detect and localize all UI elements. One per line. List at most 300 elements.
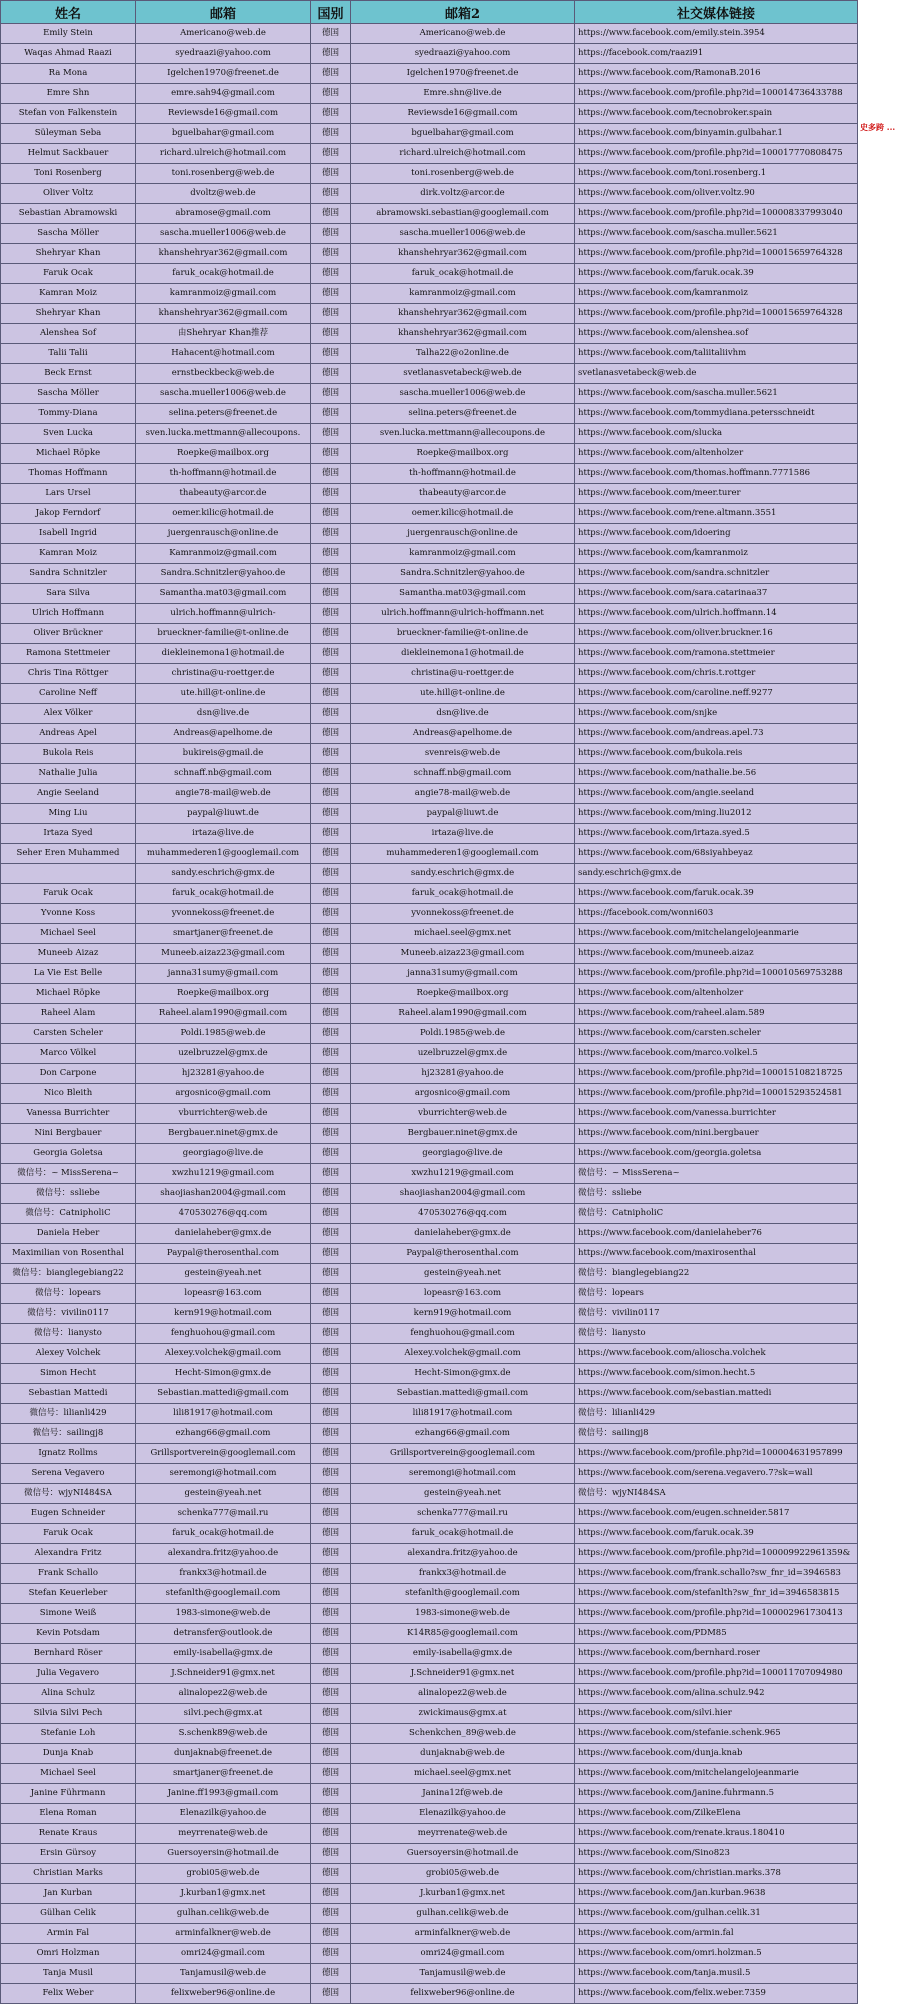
link-cell[interactable]: 微信号：sailingj8: [575, 1424, 858, 1444]
email-cell[interactable]: toni.rosenberg@web.de: [136, 164, 311, 184]
email2-cell[interactable]: Schenkchen_89@web.de: [351, 1724, 575, 1744]
name-cell[interactable]: Shehryar Khan: [1, 244, 136, 264]
link-cell[interactable]: https://www.facebook.com/ming.liu2012: [575, 804, 858, 824]
country-cell[interactable]: 德国: [311, 1844, 351, 1864]
email-cell[interactable]: angie78-mail@web.de: [136, 784, 311, 804]
link-cell[interactable]: https://www.facebook.com/ulrich.hoffmann.14: [575, 604, 858, 624]
link-cell[interactable]: https://www.facebook.com/serena.vegavero.7?sk=wall: [575, 1464, 858, 1484]
link-cell[interactable]: https://www.facebook.com/raheel.alam.589: [575, 1004, 858, 1024]
name-cell[interactable]: Alex Völker: [1, 704, 136, 724]
email2-cell[interactable]: ulrich.hoffmann@ulrich-hoffmann.net: [351, 604, 575, 624]
name-cell[interactable]: 微信号：lopears: [1, 1284, 136, 1304]
country-cell[interactable]: 德国: [311, 1584, 351, 1604]
email-cell[interactable]: Tanjamusil@web.de: [136, 1964, 311, 1984]
country-cell[interactable]: 德国: [311, 1084, 351, 1104]
email-cell[interactable]: Elenazilk@yahoo.de: [136, 1804, 311, 1824]
link-cell[interactable]: 微信号：~ MissSerena~: [575, 1164, 858, 1184]
name-cell[interactable]: Sandra Schnitzler: [1, 564, 136, 584]
link-cell[interactable]: https://www.facebook.com/nini.bergbauer: [575, 1124, 858, 1144]
name-cell[interactable]: Helmut Sackbauer: [1, 144, 136, 164]
name-cell[interactable]: Simon Hecht: [1, 1364, 136, 1384]
link-cell[interactable]: https://facebook.com/wonni603: [575, 904, 858, 924]
email2-cell[interactable]: argosnico@gmail.com: [351, 1084, 575, 1104]
email2-cell[interactable]: Grillsportverein@googlemail.com: [351, 1444, 575, 1464]
link-cell[interactable]: https://www.facebook.com/sascha.muller.5621: [575, 224, 858, 244]
link-cell[interactable]: https://facebook.com/raazi91: [575, 44, 858, 64]
email-cell[interactable]: janna31sumy@gmail.com: [136, 964, 311, 984]
email2-cell[interactable]: felixweber96@online.de: [351, 1984, 575, 2004]
country-cell[interactable]: 德国: [311, 424, 351, 444]
link-cell[interactable]: https://www.facebook.com/tanja.musil.5: [575, 1964, 858, 1984]
country-cell[interactable]: 德国: [311, 1764, 351, 1784]
name-cell[interactable]: Daniela Heber: [1, 1224, 136, 1244]
name-cell[interactable]: Janine Führmann: [1, 1784, 136, 1804]
link-cell[interactable]: https://www.facebook.com/sara.catarinaa37: [575, 584, 858, 604]
email-cell[interactable]: gulhan.celik@web.de: [136, 1904, 311, 1924]
country-cell[interactable]: 德国: [311, 384, 351, 404]
name-cell[interactable]: 微信号：CatnipholiC: [1, 1204, 136, 1224]
link-cell[interactable]: https://www.facebook.com/faruk.ocak.39: [575, 884, 858, 904]
name-cell[interactable]: Toni Rosenberg: [1, 164, 136, 184]
email2-cell[interactable]: Andreas@apelhome.de: [351, 724, 575, 744]
link-cell[interactable]: https://www.facebook.com/kamranmoiz: [575, 544, 858, 564]
name-cell[interactable]: Chris Tina Röttger: [1, 664, 136, 684]
email-cell[interactable]: gestein@yeah.net: [136, 1484, 311, 1504]
email-cell[interactable]: khanshehryar362@gmail.com: [136, 244, 311, 264]
link-cell[interactable]: https://www.facebook.com/simon.hecht.5: [575, 1364, 858, 1384]
email2-cell[interactable]: syedraazi@yahoo.com: [351, 44, 575, 64]
link-cell[interactable]: https://www.facebook.com/profile.php?id=100014736433788: [575, 84, 858, 104]
email-cell[interactable]: 1983-simone@web.de: [136, 1604, 311, 1624]
name-cell[interactable]: Serena Vegavero: [1, 1464, 136, 1484]
link-cell[interactable]: https://www.facebook.com/stefanlth?sw_fnr_id=3946583815: [575, 1584, 858, 1604]
country-cell[interactable]: 德国: [311, 544, 351, 564]
email-cell[interactable]: 470530276@qq.com: [136, 1204, 311, 1224]
name-cell[interactable]: Julia Vegavero: [1, 1664, 136, 1684]
email2-cell[interactable]: christina@u-roettger.de: [351, 664, 575, 684]
country-cell[interactable]: 德国: [311, 904, 351, 924]
email2-cell[interactable]: seremongi@hotmail.com: [351, 1464, 575, 1484]
email-cell[interactable]: th-hoffmann@hotmail.de: [136, 464, 311, 484]
link-cell[interactable]: svetlanasvetabeck@web.de: [575, 364, 858, 384]
country-cell[interactable]: 德国: [311, 764, 351, 784]
email-cell[interactable]: Raheel.alam1990@gmail.com: [136, 1004, 311, 1024]
name-cell[interactable]: Christian Marks: [1, 1864, 136, 1884]
email2-cell[interactable]: Sandra.Schnitzler@yahoo.de: [351, 564, 575, 584]
name-cell[interactable]: Simone Weiß: [1, 1604, 136, 1624]
country-cell[interactable]: 德国: [311, 884, 351, 904]
country-cell[interactable]: 德国: [311, 784, 351, 804]
link-cell[interactable]: 微信号：lopears: [575, 1284, 858, 1304]
link-cell[interactable]: https://www.facebook.com/christian.marks.378: [575, 1864, 858, 1884]
link-cell[interactable]: https://www.facebook.com/faruk.ocak.39: [575, 1524, 858, 1544]
country-cell[interactable]: 德国: [311, 1704, 351, 1724]
country-cell[interactable]: 德国: [311, 1424, 351, 1444]
email-cell[interactable]: christina@u-roettger.de: [136, 664, 311, 684]
country-cell[interactable]: 德国: [311, 124, 351, 144]
email-cell[interactable]: yvonnekoss@freenet.de: [136, 904, 311, 924]
link-cell[interactable]: https://www.facebook.com/eugen.schneider.5817: [575, 1504, 858, 1524]
link-cell[interactable]: https://www.facebook.com/profile.php?id=100015108218725: [575, 1064, 858, 1084]
link-cell[interactable]: https://www.facebook.com/mitchelangelojeanmarie: [575, 924, 858, 944]
link-cell[interactable]: https://www.facebook.com/profile.php?id=100002961730413: [575, 1604, 858, 1624]
email2-cell[interactable]: Paypal@therosenthal.com: [351, 1244, 575, 1264]
email-cell[interactable]: argosnico@gmail.com: [136, 1084, 311, 1104]
email-cell[interactable]: Janine.ff1993@gmail.com: [136, 1784, 311, 1804]
link-cell[interactable]: https://www.facebook.com/ramona.stettmeier: [575, 644, 858, 664]
email-cell[interactable]: xwzhu1219@gmail.com: [136, 1164, 311, 1184]
country-cell[interactable]: 德国: [311, 1304, 351, 1324]
country-cell[interactable]: 德国: [311, 184, 351, 204]
link-cell[interactable]: https://www.facebook.com/profile.php?id=100015659764328: [575, 304, 858, 324]
name-cell[interactable]: 微信号：lianysto: [1, 1324, 136, 1344]
country-cell[interactable]: 德国: [311, 484, 351, 504]
link-cell[interactable]: https://www.facebook.com/Sino823: [575, 1844, 858, 1864]
name-cell[interactable]: Vanessa Burrichter: [1, 1104, 136, 1124]
link-cell[interactable]: https://www.facebook.com/dunja.knab: [575, 1744, 858, 1764]
country-cell[interactable]: 德国: [311, 364, 351, 384]
link-cell[interactable]: 微信号：CatnipholiC: [575, 1204, 858, 1224]
link-cell[interactable]: https://www.facebook.com/profile.php?id=100008337993040: [575, 204, 858, 224]
country-cell[interactable]: 德国: [311, 44, 351, 64]
email2-cell[interactable]: ezhang66@gmail.com: [351, 1424, 575, 1444]
email2-cell[interactable]: michael.seel@gmx.net: [351, 1764, 575, 1784]
email2-cell[interactable]: 1983-simone@web.de: [351, 1604, 575, 1624]
email-cell[interactable]: Poldi.1985@web.de: [136, 1024, 311, 1044]
country-cell[interactable]: 德国: [311, 1744, 351, 1764]
country-cell[interactable]: 德国: [311, 284, 351, 304]
name-cell[interactable]: Ra Mona: [1, 64, 136, 84]
email2-cell[interactable]: dsn@live.de: [351, 704, 575, 724]
email-cell[interactable]: meyrrenate@web.de: [136, 1824, 311, 1844]
email2-cell[interactable]: diekleinemona1@hotmail.de: [351, 644, 575, 664]
link-cell[interactable]: https://www.facebook.com/bernhard.roser: [575, 1644, 858, 1664]
email2-cell[interactable]: selina.peters@freenet.de: [351, 404, 575, 424]
email2-cell[interactable]: hj23281@yahoo.de: [351, 1064, 575, 1084]
name-cell[interactable]: Süleyman Seba: [1, 124, 136, 144]
name-cell[interactable]: Tommy-Diana: [1, 404, 136, 424]
email2-cell[interactable]: Elenazilk@yahoo.de: [351, 1804, 575, 1824]
email2-cell[interactable]: faruk_ocak@hotmail.de: [351, 1524, 575, 1544]
link-cell[interactable]: https://www.facebook.com/emily.stein.3954: [575, 24, 858, 44]
link-cell[interactable]: https://www.facebook.com/sandra.schnitzler: [575, 564, 858, 584]
email-cell[interactable]: Andreas@apelhome.de: [136, 724, 311, 744]
name-cell[interactable]: Ulrich Hoffmann: [1, 604, 136, 624]
email2-cell[interactable]: juergenrausch@online.de: [351, 524, 575, 544]
name-cell[interactable]: Don Carpone: [1, 1064, 136, 1084]
name-cell[interactable]: Felix Weber: [1, 1984, 136, 2004]
email2-cell[interactable]: janna31sumy@gmail.com: [351, 964, 575, 984]
email2-cell[interactable]: stefanlth@googlemail.com: [351, 1584, 575, 1604]
email-cell[interactable]: grobi05@web.de: [136, 1864, 311, 1884]
email-cell[interactable]: faruk_ocak@hotmail.de: [136, 884, 311, 904]
link-cell[interactable]: https://www.facebook.com/profile.php?id=100009922961359&: [575, 1544, 858, 1564]
email2-cell[interactable]: Igelchen1970@freenet.de: [351, 64, 575, 84]
name-cell[interactable]: Ersin Gürsoy: [1, 1844, 136, 1864]
email2-cell[interactable]: brueckner-familie@t-online.de: [351, 624, 575, 644]
country-cell[interactable]: 德国: [311, 1564, 351, 1584]
email-cell[interactable]: Samantha.mat03@gmail.com: [136, 584, 311, 604]
country-cell[interactable]: 德国: [311, 1504, 351, 1524]
link-cell[interactable]: https://www.facebook.com/caroline.neff.9277: [575, 684, 858, 704]
email-cell[interactable]: Hecht-Simon@gmx.de: [136, 1364, 311, 1384]
name-cell[interactable]: Oliver Voltz: [1, 184, 136, 204]
country-cell[interactable]: 德国: [311, 1284, 351, 1304]
email-cell[interactable]: stefanlth@googlemail.com: [136, 1584, 311, 1604]
email2-cell[interactable]: thabeauty@arcor.de: [351, 484, 575, 504]
name-cell[interactable]: Shehryar Khan: [1, 304, 136, 324]
email2-cell[interactable]: faruk_ocak@hotmail.de: [351, 264, 575, 284]
country-cell[interactable]: 德国: [311, 944, 351, 964]
name-cell[interactable]: 微信号：wjyNI484SA: [1, 1484, 136, 1504]
email-cell[interactable]: arminfalkner@web.de: [136, 1924, 311, 1944]
link-cell[interactable]: https://www.facebook.com/alenshea.sof: [575, 324, 858, 344]
name-cell[interactable]: Alenshea Sof: [1, 324, 136, 344]
link-cell[interactable]: https://www.facebook.com/idoering: [575, 524, 858, 544]
email-cell[interactable]: uzelbruzzel@gmx.de: [136, 1044, 311, 1064]
link-cell[interactable]: https://www.facebook.com/profile.php?id=100010569753288: [575, 964, 858, 984]
email-cell[interactable]: frankx3@hotmail.de: [136, 1564, 311, 1584]
link-cell[interactable]: 微信号：lianysto: [575, 1324, 858, 1344]
email2-cell[interactable]: arminfalkner@web.de: [351, 1924, 575, 1944]
link-cell[interactable]: https://www.facebook.com/rene.altmann.3551: [575, 504, 858, 524]
name-cell[interactable]: Muneeb Aizaz: [1, 944, 136, 964]
link-cell[interactable]: 微信号：vivilin0117: [575, 1304, 858, 1324]
country-cell[interactable]: 德国: [311, 604, 351, 624]
country-cell[interactable]: 德国: [311, 144, 351, 164]
name-cell[interactable]: Yvonne Koss: [1, 904, 136, 924]
email-cell[interactable]: Kamranmoiz@gmail.com: [136, 544, 311, 564]
country-cell[interactable]: 德国: [311, 464, 351, 484]
country-cell[interactable]: 德国: [311, 1684, 351, 1704]
email-cell[interactable]: dunjaknab@freenet.de: [136, 1744, 311, 1764]
country-cell[interactable]: 德国: [311, 1824, 351, 1844]
email2-cell[interactable]: toni.rosenberg@web.de: [351, 164, 575, 184]
link-cell[interactable]: sandy.eschrich@gmx.de: [575, 864, 858, 884]
email-cell[interactable]: Alexey.volchek@gmail.com: [136, 1344, 311, 1364]
name-cell[interactable]: Silvia Silvi Pech: [1, 1704, 136, 1724]
name-cell[interactable]: 微信号：sailingj8: [1, 1424, 136, 1444]
country-cell[interactable]: 德国: [311, 1924, 351, 1944]
name-cell[interactable]: Sascha Möller: [1, 384, 136, 404]
email-cell[interactable]: brueckner-familie@t-online.de: [136, 624, 311, 644]
email-cell[interactable]: alinalopez2@web.de: [136, 1684, 311, 1704]
name-cell[interactable]: Ramona Stettmeier: [1, 644, 136, 664]
email-cell[interactable]: bukireis@gmail.de: [136, 744, 311, 764]
email2-cell[interactable]: Raheel.alam1990@gmail.com: [351, 1004, 575, 1024]
country-cell[interactable]: 德国: [311, 1944, 351, 1964]
header-email2[interactable]: 邮箱2: [351, 1, 575, 24]
country-cell[interactable]: 德国: [311, 324, 351, 344]
country-cell[interactable]: 德国: [311, 1344, 351, 1364]
link-cell[interactable]: https://www.facebook.com/omri.holzman.5: [575, 1944, 858, 1964]
email-cell[interactable]: 由Shehryar Khan推荐: [136, 324, 311, 344]
email2-cell[interactable]: gestein@yeah.net: [351, 1264, 575, 1284]
country-cell[interactable]: 德国: [311, 244, 351, 264]
email2-cell[interactable]: lopeasr@163.com: [351, 1284, 575, 1304]
link-cell[interactable]: https://www.facebook.com/ZilkeElena: [575, 1804, 858, 1824]
email2-cell[interactable]: kern919@hotmail.com: [351, 1304, 575, 1324]
email2-cell[interactable]: paypal@liuwt.de: [351, 804, 575, 824]
link-cell[interactable]: https://www.facebook.com/silvi.hier: [575, 1704, 858, 1724]
email-cell[interactable]: oemer.kilic@hotmail.de: [136, 504, 311, 524]
link-cell[interactable]: https://www.facebook.com/stefanie.schenk.965: [575, 1724, 858, 1744]
email2-cell[interactable]: richard.ulreich@hotmail.com: [351, 144, 575, 164]
name-cell[interactable]: Michael Seel: [1, 924, 136, 944]
email-cell[interactable]: alexandra.fritz@yahoo.de: [136, 1544, 311, 1564]
email-cell[interactable]: J.Schneider91@gmx.net: [136, 1664, 311, 1684]
email2-cell[interactable]: meyrrenate@web.de: [351, 1824, 575, 1844]
email2-cell[interactable]: alinalopez2@web.de: [351, 1684, 575, 1704]
email-cell[interactable]: shaojiashan2004@gmail.com: [136, 1184, 311, 1204]
email-cell[interactable]: omri24@gmail.com: [136, 1944, 311, 1964]
name-cell[interactable]: Marco Völkel: [1, 1044, 136, 1064]
link-cell[interactable]: https://www.facebook.com/bukola.reis: [575, 744, 858, 764]
country-cell[interactable]: 德国: [311, 84, 351, 104]
email-cell[interactable]: sven.lucka.mettmann@allecoupons.: [136, 424, 311, 444]
email-cell[interactable]: vburrichter@web.de: [136, 1104, 311, 1124]
link-cell[interactable]: https://www.facebook.com/oliver.voltz.90: [575, 184, 858, 204]
email2-cell[interactable]: kamranmoiz@gmail.com: [351, 284, 575, 304]
name-cell[interactable]: Eugen Schneider: [1, 1504, 136, 1524]
link-cell[interactable]: https://www.facebook.com/altenholzer: [575, 984, 858, 1004]
name-cell[interactable]: 微信号：lilianli429: [1, 1404, 136, 1424]
country-cell[interactable]: 德国: [311, 744, 351, 764]
name-cell[interactable]: Raheel Alam: [1, 1004, 136, 1024]
country-cell[interactable]: 德国: [311, 1464, 351, 1484]
country-cell[interactable]: 德国: [311, 204, 351, 224]
country-cell[interactable]: 德国: [311, 1144, 351, 1164]
email-cell[interactable]: sascha.mueller1006@web.de: [136, 224, 311, 244]
email2-cell[interactable]: fenghuohou@gmail.com: [351, 1324, 575, 1344]
email2-cell[interactable]: grobi05@web.de: [351, 1864, 575, 1884]
email2-cell[interactable]: Roepke@mailbox.org: [351, 444, 575, 464]
email-cell[interactable]: lopeasr@163.com: [136, 1284, 311, 1304]
name-cell[interactable]: Alexandra Fritz: [1, 1544, 136, 1564]
link-cell[interactable]: https://www.facebook.com/snjke: [575, 704, 858, 724]
email-cell[interactable]: hj23281@yahoo.de: [136, 1064, 311, 1084]
email2-cell[interactable]: Guersoyersin@hotmail.de: [351, 1844, 575, 1864]
country-cell[interactable]: 德国: [311, 1664, 351, 1684]
link-cell[interactable]: https://www.facebook.com/andreas.apel.73: [575, 724, 858, 744]
link-cell[interactable]: https://www.facebook.com/jan.kurban.9638: [575, 1884, 858, 1904]
link-cell[interactable]: https://www.facebook.com/chris.t.rottger: [575, 664, 858, 684]
country-cell[interactable]: 德国: [311, 1224, 351, 1244]
name-cell[interactable]: Jan Kurban: [1, 1884, 136, 1904]
email2-cell[interactable]: zwickimaus@gmx.at: [351, 1704, 575, 1724]
email-cell[interactable]: kern919@hotmail.com: [136, 1304, 311, 1324]
country-cell[interactable]: 德国: [311, 344, 351, 364]
email-cell[interactable]: danielaheber@gmx.de: [136, 1224, 311, 1244]
email-cell[interactable]: ulrich.hoffmann@ulrich-: [136, 604, 311, 624]
email2-cell[interactable]: J.Schneider91@gmx.net: [351, 1664, 575, 1684]
email-cell[interactable]: dvoltz@web.de: [136, 184, 311, 204]
name-cell[interactable]: Irtaza Syed: [1, 824, 136, 844]
email-cell[interactable]: Sebastian.mattedi@gmail.com: [136, 1384, 311, 1404]
link-cell[interactable]: https://www.facebook.com/renate.kraus.180410: [575, 1824, 858, 1844]
country-cell[interactable]: 德国: [311, 444, 351, 464]
country-cell[interactable]: 德国: [311, 404, 351, 424]
email-cell[interactable]: Guersoyersin@hotmail.de: [136, 1844, 311, 1864]
email2-cell[interactable]: oemer.kilic@hotmail.de: [351, 504, 575, 524]
name-cell[interactable]: Nathalie Julia: [1, 764, 136, 784]
email2-cell[interactable]: Tanjamusil@web.de: [351, 1964, 575, 1984]
name-cell[interactable]: Maximilian von Rosenthal: [1, 1244, 136, 1264]
country-cell[interactable]: 德国: [311, 1964, 351, 1984]
email2-cell[interactable]: sascha.mueller1006@web.de: [351, 224, 575, 244]
name-cell[interactable]: Georgia Goletsa: [1, 1144, 136, 1164]
email2-cell[interactable]: Bergbauer.ninet@gmx.de: [351, 1124, 575, 1144]
name-cell[interactable]: 微信号：vivilin0117: [1, 1304, 136, 1324]
email2-cell[interactable]: irtaza@live.de: [351, 824, 575, 844]
email-cell[interactable]: diekleinemona1@hotmail.de: [136, 644, 311, 664]
email-cell[interactable]: thabeauty@arcor.de: [136, 484, 311, 504]
country-cell[interactable]: 德国: [311, 984, 351, 1004]
country-cell[interactable]: 德国: [311, 1624, 351, 1644]
link-cell[interactable]: https://www.facebook.com/profile.php?id=100004631957899: [575, 1444, 858, 1464]
name-cell[interactable]: Tanja Musil: [1, 1964, 136, 1984]
link-cell[interactable]: https://www.facebook.com/68siyahbeyaz: [575, 844, 858, 864]
link-cell[interactable]: https://www.facebook.com/tommydiana.petersschneidt: [575, 404, 858, 424]
country-cell[interactable]: 德国: [311, 644, 351, 664]
name-cell[interactable]: Omri Holzman: [1, 1944, 136, 1964]
email-cell[interactable]: sandy.eschrich@gmx.de: [136, 864, 311, 884]
email2-cell[interactable]: abramowski.sebastian@googlemail.com: [351, 204, 575, 224]
header-country[interactable]: 国别: [311, 1, 351, 24]
country-cell[interactable]: 德国: [311, 164, 351, 184]
email-cell[interactable]: khanshehryar362@gmail.com: [136, 304, 311, 324]
name-cell[interactable]: Emily Stein: [1, 24, 136, 44]
country-cell[interactable]: 德国: [311, 1884, 351, 1904]
email2-cell[interactable]: Poldi.1985@web.de: [351, 1024, 575, 1044]
name-cell[interactable]: Stefan Keuerleber: [1, 1584, 136, 1604]
link-cell[interactable]: https://www.facebook.com/profile.php?id=100015293524581: [575, 1084, 858, 1104]
name-cell[interactable]: Angie Seeland: [1, 784, 136, 804]
name-cell[interactable]: Isabell Ingrid: [1, 524, 136, 544]
link-cell[interactable]: https://www.facebook.com/armin.fal: [575, 1924, 858, 1944]
link-cell[interactable]: https://www.facebook.com/taliitaliivhm: [575, 344, 858, 364]
name-cell[interactable]: Michael Röpke: [1, 984, 136, 1004]
email-cell[interactable]: silvi.pech@gmx.at: [136, 1704, 311, 1724]
link-cell[interactable]: https://www.facebook.com/alina.schulz.942: [575, 1684, 858, 1704]
email-cell[interactable]: muhammederen1@googlemail.com: [136, 844, 311, 864]
email2-cell[interactable]: 470530276@qq.com: [351, 1204, 575, 1224]
country-cell[interactable]: 德国: [311, 1384, 351, 1404]
email2-cell[interactable]: michael.seel@gmx.net: [351, 924, 575, 944]
name-cell[interactable]: Nico Bleith: [1, 1084, 136, 1104]
name-cell[interactable]: Alexey Volchek: [1, 1344, 136, 1364]
country-cell[interactable]: 德国: [311, 1124, 351, 1144]
link-cell[interactable]: https://www.facebook.com/altenholzer: [575, 444, 858, 464]
country-cell[interactable]: 德国: [311, 1004, 351, 1024]
country-cell[interactable]: 德国: [311, 664, 351, 684]
email-cell[interactable]: Bergbauer.ninet@gmx.de: [136, 1124, 311, 1144]
country-cell[interactable]: 德国: [311, 504, 351, 524]
name-cell[interactable]: Lars Ursel: [1, 484, 136, 504]
email-cell[interactable]: Igelchen1970@freenet.de: [136, 64, 311, 84]
email-cell[interactable]: abramose@gmail.com: [136, 204, 311, 224]
email-cell[interactable]: kamranmoiz@gmail.com: [136, 284, 311, 304]
country-cell[interactable]: 德国: [311, 1104, 351, 1124]
email-cell[interactable]: detransfer@outlook.de: [136, 1624, 311, 1644]
link-cell[interactable]: https://www.facebook.com/oliver.bruckner.16: [575, 624, 858, 644]
email-cell[interactable]: emre.sah94@gmail.com: [136, 84, 311, 104]
email2-cell[interactable]: gestein@yeah.net: [351, 1484, 575, 1504]
email2-cell[interactable]: svetlanasvetabeck@web.de: [351, 364, 575, 384]
country-cell[interactable]: 德国: [311, 64, 351, 84]
email2-cell[interactable]: Emre.shn@live.de: [351, 84, 575, 104]
name-cell[interactable]: Faruk Ocak: [1, 884, 136, 904]
